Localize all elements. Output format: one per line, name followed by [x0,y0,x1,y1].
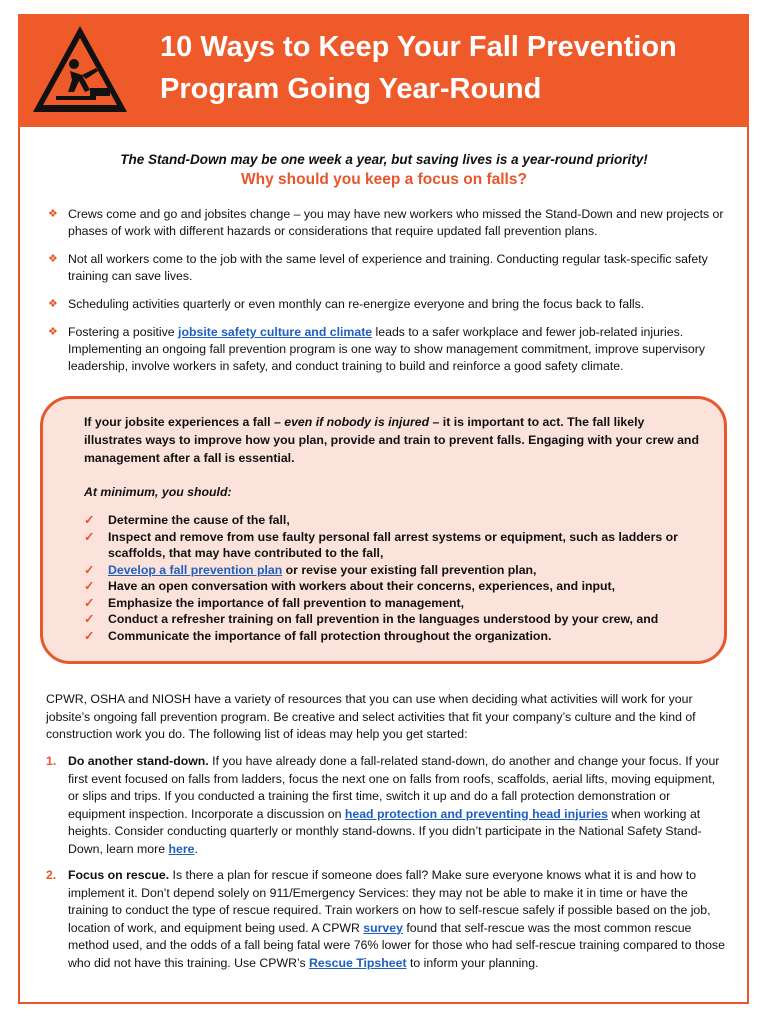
list-item: ❖ Fostering a positive jobsite safety culture and climate leads to a safer workplace and fewer job-related injuries. Implementing an ongoing fall prevention program is one way to show management commitment, improve supervisory leadership, involve workers in safety, and conduct training to build and reinforce a good safety climate. [48,325,706,373]
section-subheading: Why should you keep a focus on falls? [241,171,527,188]
link-head-protection[interactable]: head protection and preventing head injuries [344,806,608,821]
callout-minimum-heading: At minimum, you should: [84,485,232,499]
list-item: ❖ Crews come and go and jobsites change – you may have new workers who missed the Stand-Down and new projects or phases of work with different hazards or considerations that require updated fall prevention plans. [48,207,724,238]
checklist-item: ✓ Have an open conversation with workers about their concerns, experiences, and input, [84,579,616,593]
tagline: The Stand-Down may be one week a year, but saving lives is a year-round priority! [120,152,648,167]
idea-number: 1. [46,754,57,768]
idea-item: 2. Focus on rescue. Is there a plan for rescue if someone does fall? Make sure everyone knows what it is and how to implement it. Don’t depend solely on 911/Emergency Services: they may not be able to make it in time or have the training to conduct the type of rescue required. Train workers on how to self-rescue safely if possible based on the job, location of work, and equipment being used. A CPWR survey found that self-rescue was the most common rescue method used, and the odds of a fall being fatal were 76% lower for those who had self-rescue training compared to those who did not have this training. Use CPWR’s Rescue Tipsheet to inform your planning. [46,868,725,970]
list-item: ❖ Not all workers come to the job with the same level of experience and training. Conducting regular task-specific safety training can save lives. [48,252,708,283]
idea-title: Focus on rescue. [68,868,170,882]
idea-number: 2. [46,868,57,882]
checklist-item: ✓ Inspect and remove from use faulty personal fall arrest systems or equipment, such as ladders or scaffolds, that may have contributed to the fall, [84,529,678,560]
link-survey[interactable]: survey [363,920,403,935]
checklist-item: ✓ Emphasize the importance of fall prevention to management, [84,595,464,610]
checkmark-icon: ✓ [84,612,95,626]
checkmark-icon: ✓ [84,579,95,593]
diamond-bullet-icon: ❖ [48,253,58,265]
callout-intro: If your jobsite experiences a fall – even if nobody is injured – it is important to act. The fall likely illustrates ways to improve how you plan, provide and train to prevent falls. Engaging with your crew and management after a fall is essential. [84,415,699,465]
ideas-list [46,753,726,981]
idea-title: Do another stand-down. [68,754,209,768]
link-learn-more-here[interactable]: here [168,841,195,856]
list-item: ❖ Scheduling activities quarterly or even monthly can re-energize everyone and bring the focus back to falls. [48,297,645,311]
checklist [84,512,704,644]
checklist-item: ✓ Develop a fall prevention plan or revise your existing fall prevention plan, [84,562,537,577]
diamond-bullet-icon: ❖ [48,208,58,220]
link-fall-prevention-plan[interactable]: Develop a fall prevention plan [108,562,283,577]
reasons-list [48,206,728,386]
resources-paragraph: CPWR, OSHA and NIOSH have a variety of resources that you can use when deciding what activities will work for your jobsite’s ongoing fall prevention program. Be creative and select activities that fit your company’s culture and the kind of construction work you do. The following list of ideas may help you get started: [46,692,696,741]
checklist-item: ✓ Determine the cause of the fall, [84,513,290,527]
checkmark-icon: ✓ [84,513,95,527]
checkmark-icon: ✓ [84,628,95,643]
checkmark-icon: ✓ [84,529,95,544]
checklist-item: ✓ Communicate the importance of fall protection throughout the organization. [84,628,552,643]
diamond-bullet-icon: ❖ [48,298,58,310]
link-rescue-tipsheet[interactable]: Rescue Tipsheet [309,955,407,970]
warning-construction-worker-icon [30,22,130,116]
idea-item: 1. Do another stand-down. If you have already done a fall-related stand-down, do another and change your focus. If your first event focused on falls from ladders, focus the next one on falls from roofs, scaffolds, aerial lifts, moving equipment, or slips and trips. If you conducted a training the first time, switch it up and do a fall protection demonstration or equipment inspection. Incorporate a discussion on head protection and preventing head injuries when working at heights. Consider conducting quarterly or monthly stand-downs. If you didn’t participate in the National Safety Stand-Down, learn more here. [46,754,720,856]
page-title: 10 Ways to Keep Your Fall Prevention Program Going Year-Round [160,31,677,105]
diamond-bullet-icon: ❖ [48,326,58,338]
checklist-item: ✓ Conduct a refresher training on fall prevention in the languages understood by your crew, and [84,612,659,626]
checkmark-icon: ✓ [84,595,95,610]
checkmark-icon: ✓ [84,562,95,577]
link-safety-culture[interactable]: jobsite safety culture and climate [178,325,373,339]
